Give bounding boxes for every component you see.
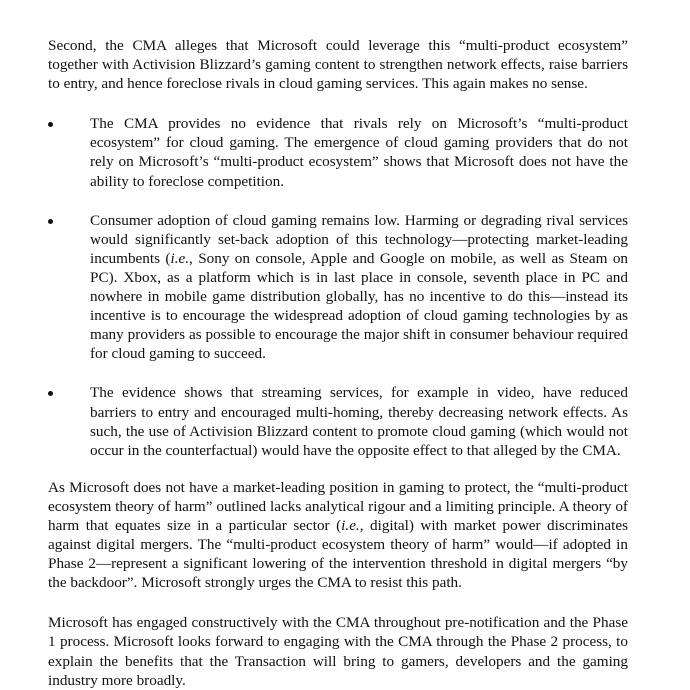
paragraph-conclusion: Microsoft has engaged constructively with the CMA throughout pre-notification and the Phase 1 process. Microsoft looks forward to engaging with the CMA through the Phase 2 process, to explain the benefits that the Transaction will bring to gamers, developers and the gaming industry more broadly. [48,614,628,689]
bullet-text: The CMA provides no evidence that rivals rely on Microsoft’s “multi-product ecosystem” for cloud gaming. The emergence of cloud gaming providers that do not rely on Microsoft’s “multi-product ecosystem” shows that Microsoft does not have the ability to foreclose competition. [90,115,628,190]
paragraph-intro: Second, the CMA alleges that Microsoft could leverage this “multi-product ecosystem” together with Activision Blizzard’s gaming content to strengthen network effects, raise barriers to entry, and hence foreclose rivals in cloud gaming services. This again makes no sense. [48,37,628,93]
bullet-item-streaming [48,383,628,459]
bullet-text-part: Consumer adoption of cloud gaming remains low. Harming or degrading rival services would significantly set-back adoption of this technology—protecting market-leading incumbents ( [90,211,628,267]
paragraph-theory-of-harm [48,478,628,593]
bullet-item-evidence [48,114,628,190]
bullet-item-adoption [48,211,628,364]
italic-ie: i.e. [170,249,190,267]
bullet-text: The evidence shows that streaming services, for example in video, have reduced barriers to entry and encouraged multi-homing, thereby decreasing network effects. As such, the use of Activision Blizzard content to promote cloud gaming (which would not occur in the counterfactual) would have the opposite effect to that alleged by the CMA. [90,384,628,459]
bullet-text [90,211,628,364]
bullet-list [48,114,628,460]
paragraph-text-part: As Microsoft does not have a market-leading position in gaming to protect, the “multi-product ecosystem theory of harm” outlined lacks analytical rigour and a limiting principle. A theory of harm that equates size in a particular sector ( [48,478,628,534]
bullet-text-part: , Sony on console, Apple and Google on mobile, as well as Steam on PC). Xbox, as a platform which is in last place in console, seventh place in PC and nowhere in mobile game distribution globally, has no incentive to do this—instead its incentive is to encourage the widespread adoption of cloud gaming technologies by as many providers as possible to encourage the major shift in consumer behaviour required for cloud gaming to succeed. [90,249,629,363]
bullet-dot-icon [48,391,53,396]
bullet-dot-icon [48,219,53,224]
paragraph-text-part: , digital) with market power discriminates against digital mergers. The “multi-product ecosystem theory of harm” would—if adopted in Phase 2—represent a significant lowering of the intervention threshold in digital mergers “by the backdoor”. Microsoft strongly urges the CMA to resist this path. [48,516,628,592]
bullet-dot-icon [48,122,53,127]
italic-ie: i.e. [341,516,360,534]
